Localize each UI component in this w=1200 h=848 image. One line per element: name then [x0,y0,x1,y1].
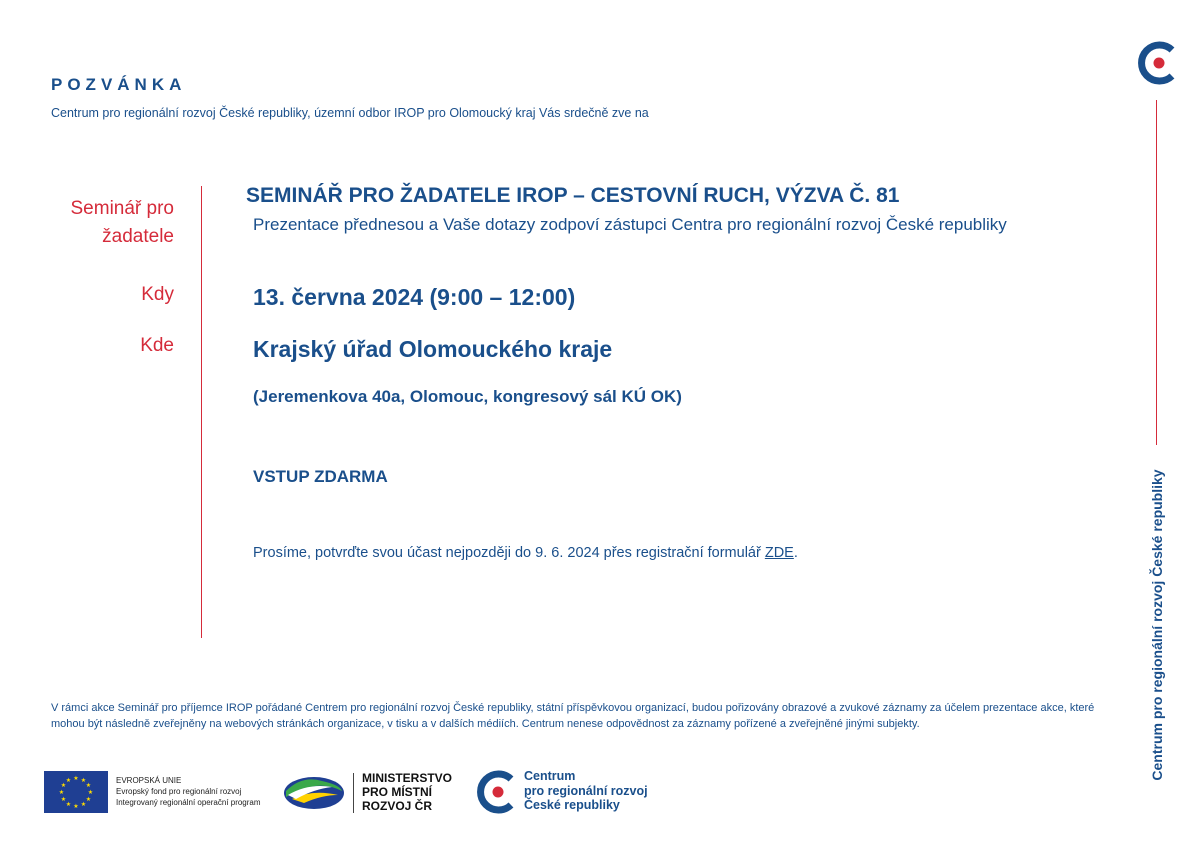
eu-line3: Integrovaný regionální operační program [116,798,261,807]
svg-text:★: ★ [87,789,94,796]
crr-line3: České republiky [524,798,620,812]
crr-logo-text [524,769,648,813]
sidebar-divider [1156,100,1157,445]
svg-text:★: ★ [85,782,92,789]
registration-link[interactable]: ZDE [764,545,794,561]
mmr-line3: ROZVOJ ČR [362,799,433,813]
invitation-heading: POZVÁNKA [51,75,187,94]
label-seminar-line1: Seminář pro [70,198,174,219]
content-divider [201,186,202,638]
event-address: (Jeremenkova 40a, Olomouc, kongresový sál KÚ OK) [253,387,682,406]
event-title: SEMINÁŘ PRO ŽADATELE IROP – CESTOVNÍ RUCH, VÝZVA Č. 81 [246,184,900,207]
mmr-logo-text [362,771,452,813]
event-date-time: 13. června 2024 (9:00 – 12:00) [253,284,576,310]
label-seminar-line2: žadatele [102,226,174,247]
crr-footer-logo-icon [473,769,519,815]
intro-text: Centrum pro regionální rozvoj České republiky, územní odbor IROP pro Olomoucký kraj Vás srdečně zve na [51,106,649,120]
mmr-line2: PRO MÍSTNÍ [362,785,433,799]
svg-text:★: ★ [80,777,87,784]
registration-text: Prosíme, potvrďte svou účast nejpozději do 9. 6. 2024 přes registrační formulář [253,545,765,561]
registration-end: . [793,545,798,561]
eu-line2: Evropský fond pro regionální rozvoj [116,787,242,796]
mmr-line1: MINISTERSTVO [362,771,453,785]
mmr-logo-icon [282,773,346,811]
svg-text:★: ★ [65,801,72,808]
svg-text:★: ★ [73,803,79,810]
eu-flag-icon [44,771,108,813]
svg-text:★: ★ [65,777,72,784]
svg-text:★: ★ [80,801,87,808]
svg-text:★: ★ [60,782,67,789]
sidebar-vertical-text: Centrum pro regionální rozvoj České republiky [1149,469,1165,781]
registration-note [253,545,798,561]
eu-line1: EVROPSKÁ UNIE [116,776,182,785]
crr-logo-icon [1134,40,1180,86]
label-seminar [71,195,175,251]
label-where: Kde [140,335,174,356]
crr-line2: pro regionální rozvoj [524,783,648,798]
svg-text:★: ★ [60,796,67,803]
event-subtitle: Prezentace přednesou a Vaše dotazy zodpoví zástupci Centra pro regionální rozvoj České republiky [253,215,1007,234]
svg-text:★: ★ [73,775,79,782]
label-when: Kdy [141,284,174,305]
admission-info: VSTUP ZDARMA [253,467,388,486]
event-venue: Krajský úřad Olomouckého kraje [253,336,613,362]
crr-line1: Centrum [524,769,576,783]
disclaimer-text: V rámci akce Seminář pro příjemce IROP pořádané Centrem pro regionální rozvoj České republiky, státní příspěvkovou organizací, budou pořizovány obrazové a zvukové záznamy za účelem prezentace akce, které mohou být následně zveřejněny na webových stránkách organizace, v tisku a v dalších médiích. Centrum nenese odpovědnost za záznamy pořízené a zveřejněné jinými subjekty. [51,702,1095,730]
eu-logo-text [116,775,261,808]
svg-text:★: ★ [85,796,92,803]
mmr-separator [353,773,354,813]
svg-text:★: ★ [58,789,65,796]
